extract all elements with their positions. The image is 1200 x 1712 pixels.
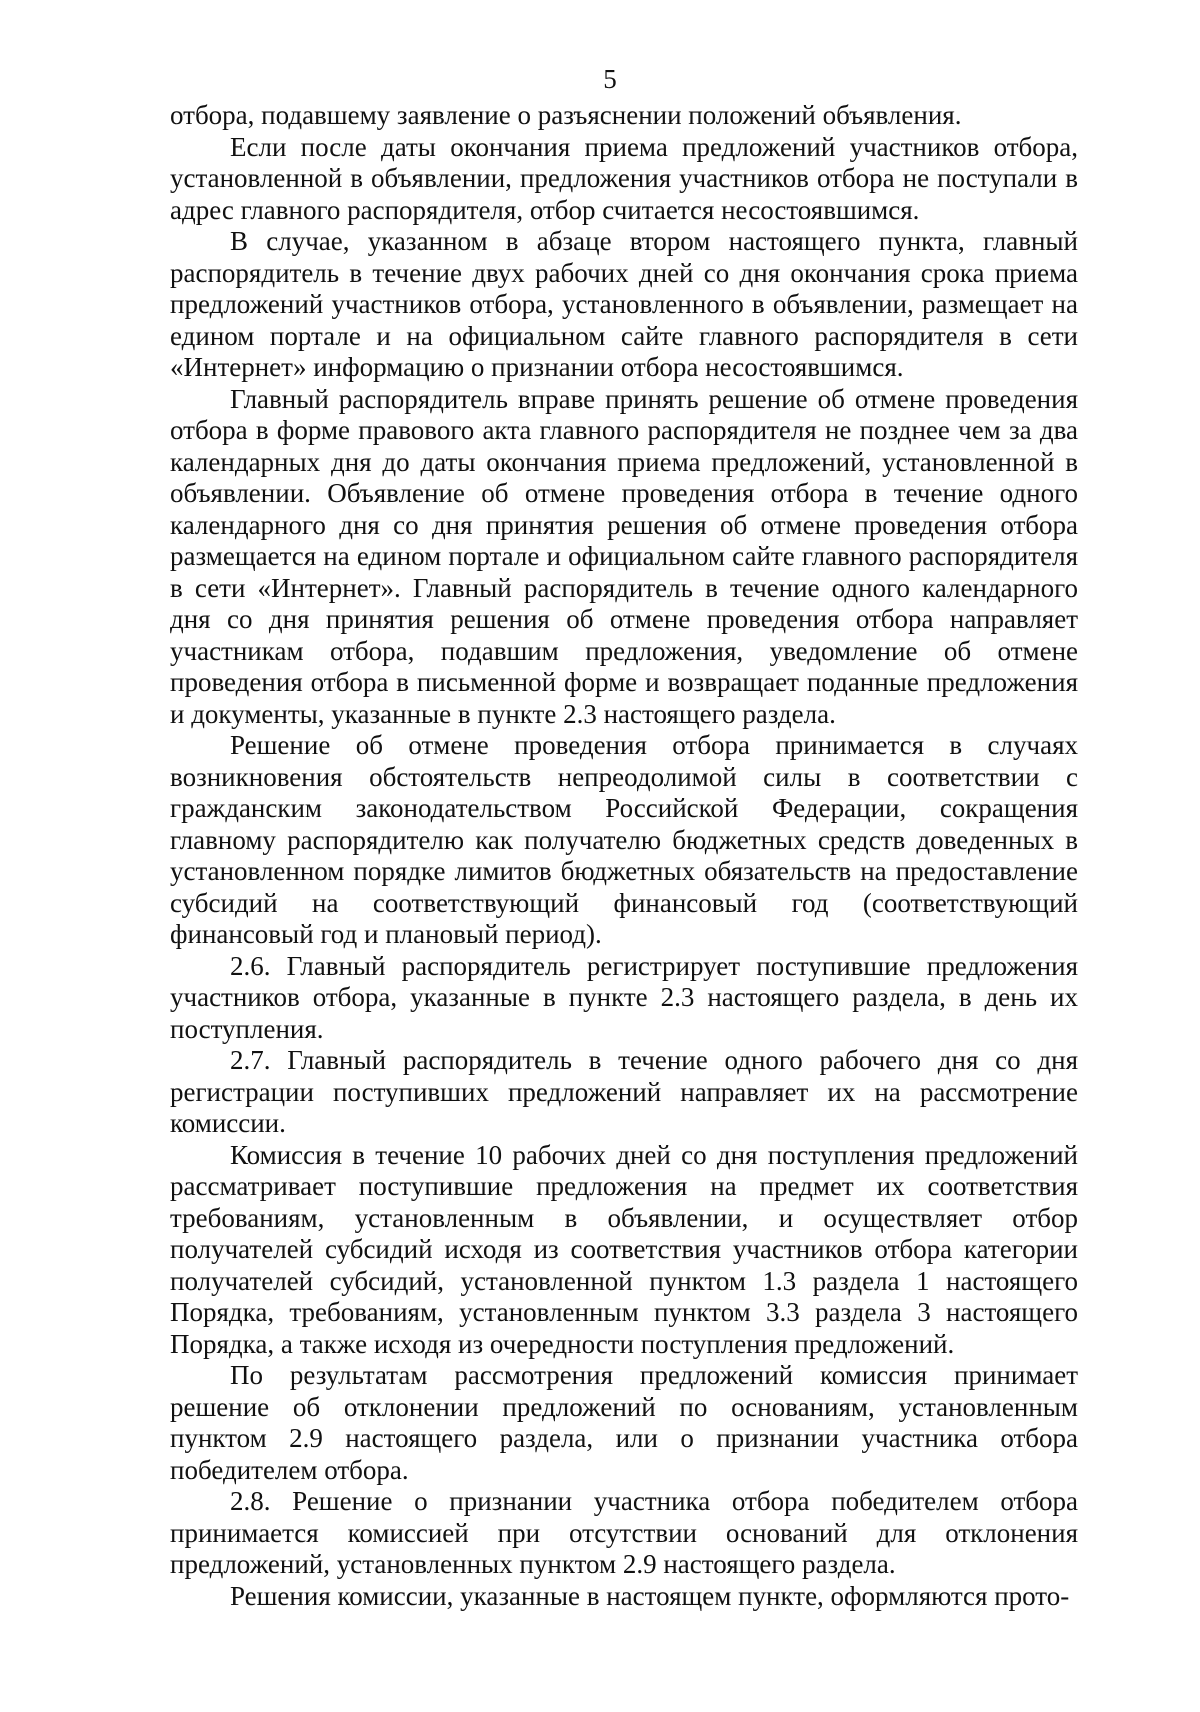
paragraph-3: В случае, указанном в абзаце втором настоящего пункта, главный распорядитель в течение двух рабочих дней со дня окончания срока приема предложений участников отбора, установленного в объявлении, размещает на едином портале и на официальном сайте главного распорядителя в сети «Интернет» информацию о признании отбора несостоявшимся.	[170, 226, 1078, 382]
paragraph-4: Главный распорядитель вправе принять решение об отмене проведения отбора в форме правового акта главного распорядителя не позднее чем за два календарных дня до даты окончания приема предложений, установленной в объявлении. Объявление об отмене проведения отбора в течение одного календарного дня со дня принятия решения об отмене проведения отбора размещается на едином портале и официальном сайте главного распорядителя в сети «Интернет». Главный распорядитель в течение одного календарного дня со дня принятия решения об отмене проведения отбора направляет участникам отбора, подавшим предложения, уведомление об отмене проведения отбора в письменной форме и возвращает поданные предложения и документы, указанные в пункте 2.3 настоящего раздела.	[170, 383, 1078, 729]
paragraph-11: Решения комиссии, указанные в настоящем пункте, оформляются прото-	[230, 1580, 1070, 1611]
document-body	[170, 100, 1078, 1612]
paragraph-10: 2.8. Решение о признании участника отбора победителем отбора принимается комиссией при отсутствии оснований для отклонения предложений, установленных пунктом 2.9 настоящего раздела.	[170, 1486, 1078, 1579]
paragraph-9: По результатам рассмотрения предложений комиссия принимает решение об отклонении предложений по основаниям, установленным пунктом 2.9 настоящего раздела, или о признании участника отбора победителем отбора.	[170, 1360, 1078, 1485]
paragraph-1: отбора, подавшему заявление о разъяснении положений объявления.	[170, 100, 962, 130]
paragraph-5: Решение об отмене проведения отбора принимается в случаях возникновения обстоятельств непреодолимой силы в соответствии с гражданским законодательством Российской Федерации, сокращения главному распорядителю как получателю бюджетных средств доведенных в установленном порядке лимитов бюджетных обязательств на предоставление субсидий на соответствующий финансовый год (соответствующий финансовый год и плановый период).	[170, 730, 1078, 949]
paragraph-8: Комиссия в течение 10 рабочих дней со дня поступления предложений рассматривает поступившие предложения на предмет их соответствия требованиям, установленным в объявлении, и осуществляет отбор получателей субсидий исходя из соответствия участников отбора категории получателей субсидий, установленной пунктом 1.3 раздела 1 настоящего Порядка, требованиям, установленным пунктом 3.3 раздела 3 настоящего Порядка, а также исходя из очередности поступления предложений.	[170, 1139, 1078, 1359]
page-number: 5	[603, 64, 617, 94]
paragraph-2: Если после даты окончания приема предложений участников отбора, установленной в объявлении, предложения участников отбора не поступали в адрес главного распорядителя, отбор считается несостоявшимся.	[170, 131, 1078, 225]
paragraph-6: 2.6. Главный распорядитель регистрирует поступившие предложения участников отбора, указанные в пункте 2.3 настоящего раздела, в день их поступления.	[170, 950, 1078, 1044]
paragraph-7: 2.7. Главный распорядитель в течение одного рабочего дня со дня регистрации поступивших предложений направляет их на рассмотрение комиссии.	[170, 1045, 1078, 1138]
